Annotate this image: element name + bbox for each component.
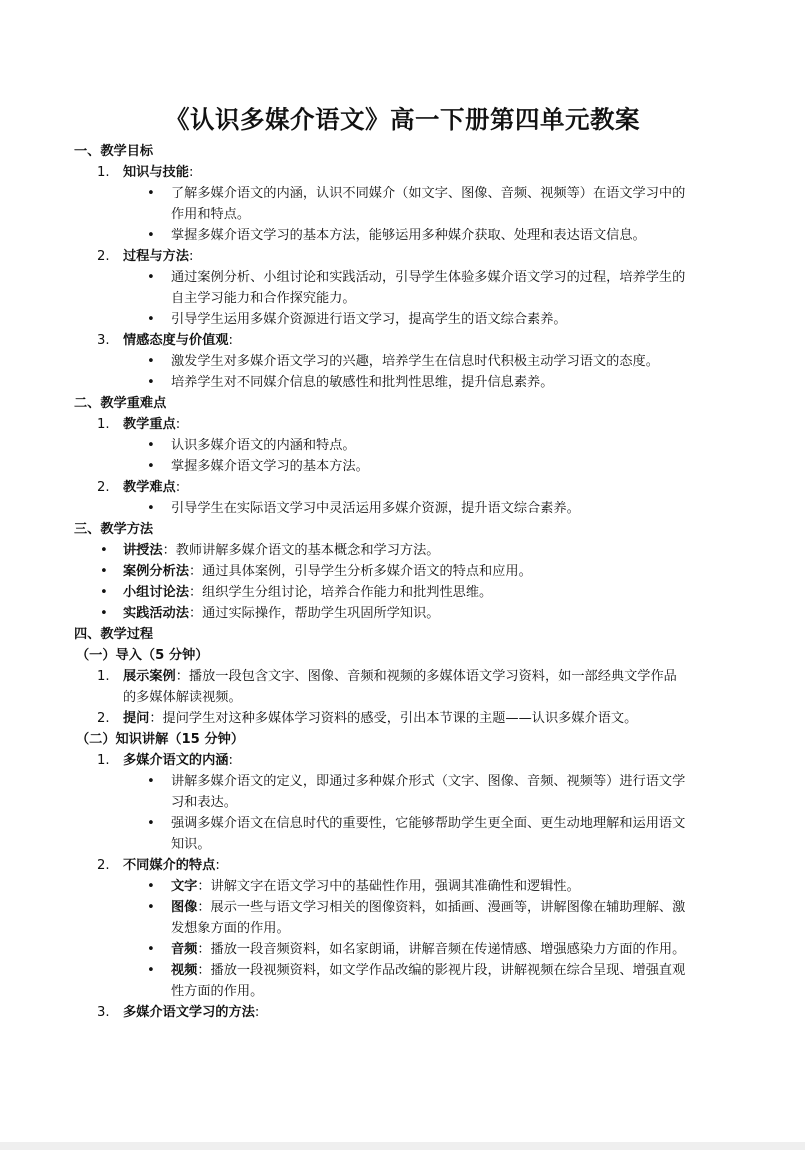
item-colon: : [188, 249, 194, 264]
item-number: 2. [97, 711, 110, 726]
bullet-icon: • [100, 543, 108, 558]
method-label: 实践活动法 [123, 606, 189, 621]
item-colon: : [215, 858, 220, 873]
bullet-icon: • [147, 900, 155, 915]
item-colon: : [228, 753, 233, 768]
bullet-icon: • [147, 963, 155, 978]
list-item [0, 1002, 805, 1023]
method-label: 案例分析法 [123, 564, 189, 579]
bullet-item [0, 939, 805, 960]
bullet-text: 培养学生对不同媒介信息的敏感性和批判性思维，提升信息素养。 [171, 375, 554, 390]
item-number: 1. [97, 753, 110, 768]
document-title: 《认识多媒介语文》高一下册第四单元教案 [165, 105, 640, 134]
bullet-item [0, 435, 805, 456]
list-item [0, 414, 805, 435]
method-label: 讲授法 [123, 543, 163, 558]
method-item [0, 540, 805, 561]
bullet-continuation [0, 288, 805, 309]
bullet-text: 了解多媒介语文的内涵，认识不同媒介（如文字、图像、音频、视频等）在语文学习中的 [171, 186, 686, 201]
item-number: 2. [97, 858, 110, 873]
list-item-continuation [0, 687, 805, 708]
bullet-icon: • [147, 816, 155, 831]
bullet-item [0, 183, 805, 204]
bullet-text: 自主学习能力和合作探究能力。 [171, 291, 356, 306]
bullet-continuation [0, 981, 805, 1002]
item-colon: : [228, 333, 233, 348]
item-number: 3. [97, 1005, 110, 1020]
bullet-icon: • [147, 270, 155, 285]
bullet-item [0, 351, 805, 372]
item-label: 教学重点 [123, 417, 176, 432]
bullet-text: 作用和特点。 [171, 207, 251, 222]
bullet-item [0, 498, 805, 519]
bullet-label: 文字 [171, 879, 198, 894]
section-heading: 四、教学过程 [74, 627, 154, 642]
bullet-text: 认识多媒介语文的内涵和特点。 [171, 438, 356, 453]
item-label: 多媒介语文学习的方法 [123, 1005, 255, 1020]
method-text: ：组织学生分组讨论，培养合作能力和批判性思维。 [188, 585, 493, 600]
bullet-item [0, 771, 805, 792]
bullet-icon: • [147, 942, 155, 957]
bullet-continuation [0, 918, 805, 939]
method-label: 小组讨论法 [123, 585, 189, 600]
bullet-text: 习和表达。 [171, 795, 237, 810]
section-heading: 三、教学方法 [74, 522, 154, 537]
bullet-text: 引导学生在实际语文学习中灵活运用多媒介资源，提升语文综合素养。 [171, 501, 580, 516]
list-item [0, 162, 805, 183]
bullet-continuation [0, 792, 805, 813]
item-number: 1. [97, 165, 110, 180]
bullet-icon: • [147, 186, 155, 201]
item-label: 提问 [123, 711, 150, 726]
bullet-text: ：展示一些与语文学习相关的图像资料，如插画、漫画等，讲解图像在辅助理解、激 [197, 900, 686, 915]
bullet-icon: • [147, 354, 155, 369]
item-label: 展示案例 [123, 669, 176, 684]
list-item [0, 708, 805, 729]
bullet-text: 激发学生对多媒介语文学习的兴趣，培养学生在信息时代积极主动学习语文的态度。 [171, 354, 659, 369]
bullet-text: 性方面的作用。 [171, 984, 264, 999]
method-item [0, 603, 805, 624]
item-number: 2. [97, 480, 110, 495]
list-item [0, 666, 805, 687]
method-text: ：教师讲解多媒介语文的基本概念和学习方法。 [162, 543, 440, 558]
method-item [0, 561, 805, 582]
document-body [0, 141, 805, 1023]
bullet-icon: • [147, 312, 155, 327]
bullet-icon: • [147, 501, 155, 516]
item-label: 不同媒介的特点 [123, 858, 216, 873]
bullet-text: 知识。 [171, 837, 211, 852]
item-colon: : [254, 1005, 260, 1020]
bullet-text: 引导学生运用多媒介资源进行语文学习，提高学生的语文综合素养。 [171, 312, 567, 327]
bullet-item [0, 309, 805, 330]
method-item [0, 582, 805, 603]
bullet-text: 强调多媒介语文在信息时代的重要性，它能够帮助学生更全面、更生动地理解和运用语文 [171, 816, 686, 831]
section-heading: 一、教学目标 [74, 144, 154, 159]
bullet-icon: • [147, 774, 155, 789]
item-number: 1. [97, 669, 110, 684]
bullet-text: 掌握多媒介语文学习的基本方法。 [171, 459, 369, 474]
bullet-item [0, 876, 805, 897]
item-label: 过程与方法 [123, 249, 189, 264]
bullet-text: 掌握多媒介语文学习的基本方法，能够运用多种媒介获取、处理和表达语文信息。 [171, 228, 646, 243]
bullet-icon: • [147, 375, 155, 390]
subsection-heading: （一）导入（5 分钟） [76, 648, 209, 663]
item-colon: : [188, 165, 194, 180]
bullet-icon: • [100, 585, 108, 600]
bullet-continuation [0, 834, 805, 855]
bullet-item [0, 267, 805, 288]
bullet-item [0, 456, 805, 477]
bullet-item [0, 225, 805, 246]
item-colon: : [175, 417, 181, 432]
method-text: ：通过实际操作，帮助学生巩固所学知识。 [188, 606, 440, 621]
list-item [0, 477, 805, 498]
item-colon: : [175, 480, 181, 495]
item-number: 2. [97, 249, 110, 264]
bullet-text: 发想象方面的作用。 [171, 921, 290, 936]
bullet-item [0, 897, 805, 918]
bullet-icon: • [147, 459, 155, 474]
item-text: ：播放一段包含文字、图像、音频和视频的多媒体语文学习资料，如一部经典文学作品 [175, 669, 677, 684]
bullet-item [0, 372, 805, 393]
item-label: 情感态度与价值观 [123, 333, 229, 348]
bullet-continuation [0, 204, 805, 225]
list-item [0, 750, 805, 771]
bullet-text: 讲解多媒介语文的定义，即通过多种媒介形式（文字、图像、音频、视频等）进行语文学 [171, 774, 686, 789]
bullet-label: 视频 [171, 963, 198, 978]
item-number: 3. [97, 333, 110, 348]
method-text: ：通过具体案例，引导学生分析多媒介语文的特点和应用。 [188, 564, 532, 579]
bullet-icon: • [100, 606, 108, 621]
item-text: ：提问学生对这种多媒体学习资料的感受，引出本节课的主题——认识多媒介语文。 [149, 711, 638, 726]
bullet-item [0, 960, 805, 981]
bullet-label: 音频 [171, 942, 198, 957]
bullet-icon: • [147, 879, 155, 894]
bullet-text: 通过案例分析、小组讨论和实践活动，引导学生体验多媒介语文学习的过程，培养学生的 [171, 270, 686, 285]
bullet-text: ：播放一段音频资料，如名家朗诵，讲解音频在传递情感、增强感染力方面的作用。 [197, 942, 686, 957]
bullet-icon: • [147, 228, 155, 243]
bullet-icon: • [147, 438, 155, 453]
item-label: 知识与技能 [123, 165, 189, 180]
bullet-text: ：播放一段视频资料，如文学作品改编的影视片段，讲解视频在综合呈现、增强直观 [197, 963, 686, 978]
subsection-heading: （二）知识讲解（15 分钟） [76, 732, 245, 747]
list-item [0, 246, 805, 267]
item-label: 多媒介语文的内涵 [123, 753, 229, 768]
item-label: 教学难点 [123, 480, 176, 495]
item-text: 的多媒体解读视频。 [123, 690, 242, 705]
bullet-text: ：讲解文字在语文学习中的基础性作用，强调其准确性和逻辑性。 [197, 879, 580, 894]
list-item [0, 330, 805, 351]
section-heading: 二、教学重难点 [74, 396, 167, 411]
bullet-icon: • [100, 564, 108, 579]
bullet-label: 图像 [171, 900, 198, 915]
list-item [0, 855, 805, 876]
item-number: 1. [97, 417, 110, 432]
bullet-item [0, 813, 805, 834]
page-bottom-strip [0, 1142, 805, 1150]
